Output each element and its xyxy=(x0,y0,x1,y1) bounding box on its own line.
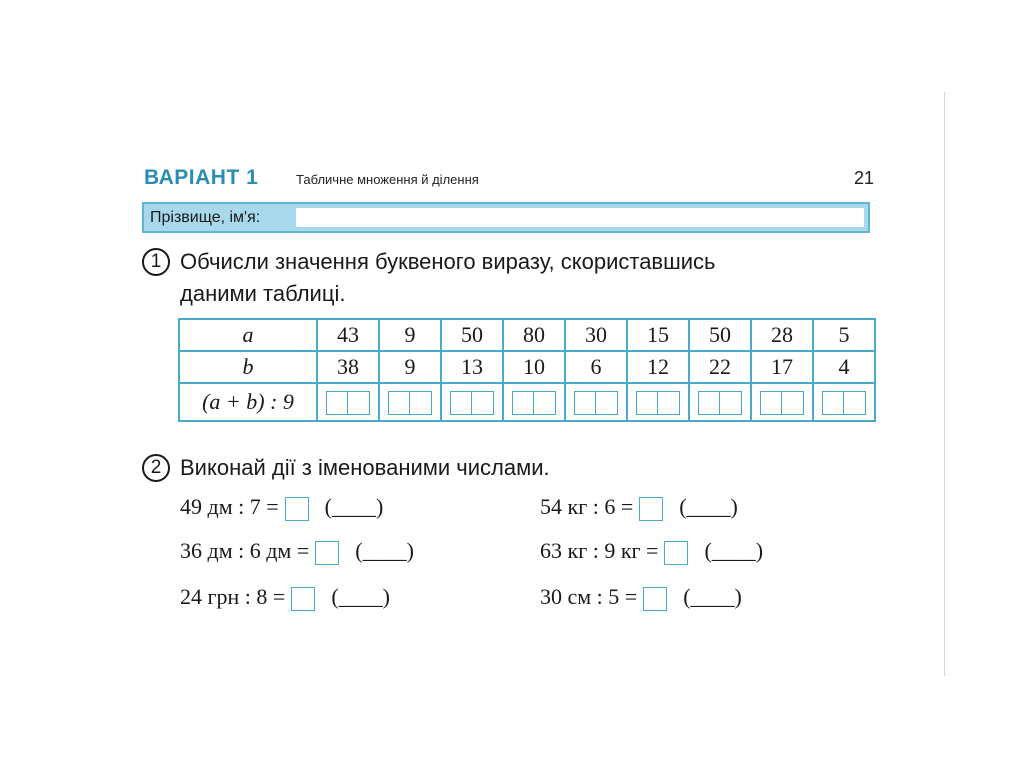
table-row-result xyxy=(179,383,875,421)
row-label-b: b xyxy=(179,351,317,383)
answer-cell[interactable] xyxy=(441,383,503,421)
digit-box[interactable] xyxy=(636,391,658,415)
table-row-b xyxy=(179,351,875,383)
b-value: 13 xyxy=(441,351,503,383)
b-value: 4 xyxy=(813,351,875,383)
answer-cell[interactable] xyxy=(627,383,689,421)
a-value: 43 xyxy=(317,319,379,351)
digit-box[interactable] xyxy=(760,391,782,415)
equation-expression: 49 дм : 7 = xyxy=(180,494,279,519)
answer-box[interactable] xyxy=(639,497,663,521)
answer-box[interactable] xyxy=(315,541,339,565)
equation-expression: 36 дм : 6 дм = xyxy=(180,538,310,563)
digit-box[interactable] xyxy=(596,391,618,415)
digit-box[interactable] xyxy=(348,391,370,415)
page-header xyxy=(144,166,874,194)
answer-cell[interactable] xyxy=(379,383,441,421)
answer-box[interactable] xyxy=(664,541,688,565)
answer-cell[interactable] xyxy=(689,383,751,421)
answer-box[interactable] xyxy=(285,497,309,521)
unit-blank[interactable]: (____) xyxy=(331,584,390,609)
equation-expression: 54 кг : 6 = xyxy=(540,494,634,519)
values-table xyxy=(178,318,876,422)
task-1-text xyxy=(180,246,716,310)
b-value: 6 xyxy=(565,351,627,383)
equation-1 xyxy=(180,494,383,521)
answer-box[interactable] xyxy=(643,587,667,611)
unit-blank[interactable]: (____) xyxy=(679,494,738,519)
unit-blank[interactable]: (____) xyxy=(355,538,414,563)
answer-cell[interactable] xyxy=(813,383,875,421)
digit-box[interactable] xyxy=(512,391,534,415)
digit-box[interactable] xyxy=(388,391,410,415)
a-value: 9 xyxy=(379,319,441,351)
answer-cell[interactable] xyxy=(565,383,627,421)
unit-blank[interactable]: (____) xyxy=(324,494,384,519)
equation-6 xyxy=(540,584,742,611)
a-value: 5 xyxy=(813,319,875,351)
name-input-field[interactable] xyxy=(296,208,864,227)
a-value: 50 xyxy=(441,319,503,351)
digit-box[interactable] xyxy=(410,391,432,415)
topic-title: Табличне множення й ділення xyxy=(296,172,479,187)
digit-box[interactable] xyxy=(698,391,720,415)
name-label: Прізвище, ім'я: xyxy=(150,209,261,226)
b-value: 38 xyxy=(317,351,379,383)
task-number-2: 2 xyxy=(142,454,170,482)
b-value: 12 xyxy=(627,351,689,383)
row-label-result: (a + b) : 9 xyxy=(179,383,317,421)
equation-5 xyxy=(540,538,763,565)
digit-box[interactable] xyxy=(658,391,680,415)
task-1-line-1: Обчисли значення буквеного виразу, скориставшись xyxy=(180,249,716,274)
task-1-line-2: даними таблиці. xyxy=(180,281,346,306)
a-value: 80 xyxy=(503,319,565,351)
equation-4 xyxy=(540,494,738,521)
answer-cell[interactable] xyxy=(751,383,813,421)
task-2-text: Виконай дії з іменованими числами. xyxy=(180,455,550,480)
answer-box[interactable] xyxy=(291,587,315,611)
variant-title: ВАРІАНТ 1 xyxy=(144,166,259,189)
answer-cell[interactable] xyxy=(503,383,565,421)
name-bar xyxy=(142,202,870,233)
a-value: 50 xyxy=(689,319,751,351)
equation-expression: 24 грн : 8 = xyxy=(180,584,286,609)
digit-box[interactable] xyxy=(326,391,348,415)
table-row-a xyxy=(179,319,875,351)
b-value: 22 xyxy=(689,351,751,383)
digit-box[interactable] xyxy=(720,391,742,415)
a-value: 15 xyxy=(627,319,689,351)
equation-expression: 30 см : 5 = xyxy=(540,584,638,609)
page-edge-line xyxy=(944,92,945,676)
equation-2 xyxy=(180,538,414,565)
digit-box[interactable] xyxy=(822,391,844,415)
digit-box[interactable] xyxy=(534,391,556,415)
unit-blank[interactable]: (____) xyxy=(683,584,742,609)
task-number-1: 1 xyxy=(142,248,170,276)
a-value: 28 xyxy=(751,319,813,351)
equation-3 xyxy=(180,584,390,611)
answer-cell[interactable] xyxy=(317,383,379,421)
row-label-a: a xyxy=(179,319,317,351)
page-number: 21 xyxy=(853,168,874,188)
digit-box[interactable] xyxy=(844,391,866,415)
a-value: 30 xyxy=(565,319,627,351)
digit-box[interactable] xyxy=(450,391,472,415)
b-value: 10 xyxy=(503,351,565,383)
equation-expression: 63 кг : 9 кг = xyxy=(540,538,659,563)
unit-blank[interactable]: (____) xyxy=(704,538,764,563)
digit-box[interactable] xyxy=(782,391,804,415)
b-value: 9 xyxy=(379,351,441,383)
b-value: 17 xyxy=(751,351,813,383)
digit-box[interactable] xyxy=(472,391,494,415)
digit-box[interactable] xyxy=(574,391,596,415)
